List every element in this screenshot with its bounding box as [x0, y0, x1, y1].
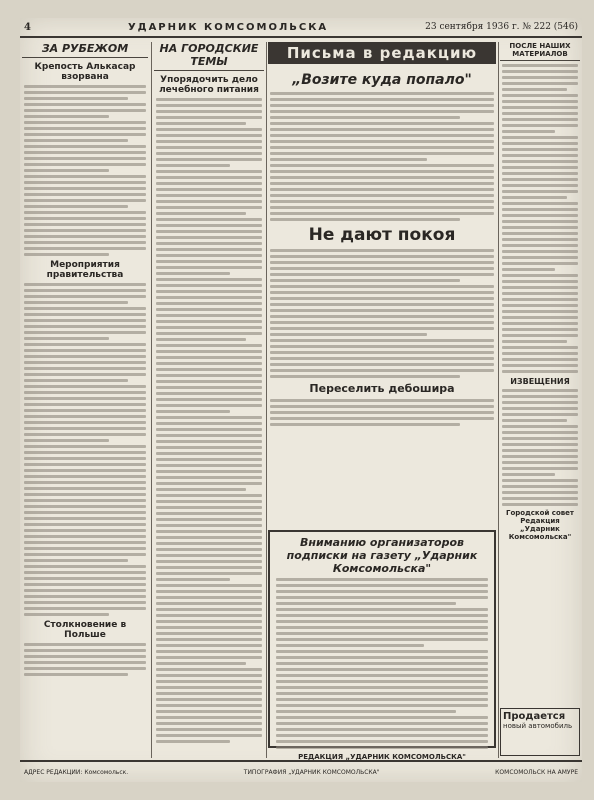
section-title-abroad: ЗА РУБЕЖОМ: [22, 42, 148, 58]
column-divider: [151, 42, 152, 758]
ad-title: Продается: [503, 711, 566, 722]
page-number: 4: [24, 21, 31, 33]
notice-title: Вниманию организаторов подписки на газету „Ударник Комсомольска": [286, 536, 478, 575]
article-headline: Крепость Алькасар взорвана: [34, 62, 136, 82]
column-after-materials: [500, 42, 580, 541]
classified-ad: [500, 708, 580, 756]
article-headline: Упорядочить дело лечебного питания: [159, 75, 259, 95]
column-abroad: [22, 42, 148, 679]
column-letters: [268, 68, 496, 429]
masthead: УДАРНИК КОМСОМОЛЬСКА: [127, 21, 329, 33]
newspaper-page: [20, 18, 582, 782]
notices-body: [502, 389, 578, 506]
footer-printer: ТИПОГРАФИЯ „УДАРНИК КОМСОМОЛЬСКА": [243, 768, 380, 776]
article-body: [156, 98, 262, 743]
section-title-city: НА ГОРОДСКИЕ ТЕМЫ: [154, 42, 264, 71]
article-body: [270, 92, 494, 221]
ad-subtitle: новый автомобиль: [503, 722, 573, 730]
column-city-topics: [154, 42, 264, 746]
page-footer: [20, 760, 582, 782]
article-headline: Мероприятия правительства: [46, 260, 124, 280]
footer-address: АДРЕС РЕДАКЦИИ: Комсомольск.: [24, 768, 129, 776]
page-header: [20, 18, 582, 38]
notice-body: [276, 578, 488, 749]
letters-headline-2: Не дают покоя: [308, 225, 456, 245]
notices-label: ИЗВЕЩЕНИЯ: [510, 377, 570, 386]
issue-date: 23 сентября 1936 г. № 222 (546): [425, 22, 578, 32]
letters-headline-1: „Возите куда попало": [292, 72, 472, 88]
article-body: [270, 399, 494, 426]
letters-banner: Письма в редакцию: [268, 42, 496, 64]
article-body: [24, 643, 146, 676]
footer-city: КОМСОМОЛЬСК НА АМУРЕ: [495, 768, 578, 776]
subscription-notice: [268, 530, 496, 761]
column-divider: [498, 42, 499, 758]
column-divider: [266, 42, 267, 758]
notice-signature: РЕДАКЦИЯ „УДАРНИК КОМСОМОЛЬСКА": [298, 753, 466, 761]
letters-headline-3: Переселить дебошира: [309, 382, 455, 395]
notices-org: Городской совет Редакция „Ударник Комсомольска": [506, 509, 574, 541]
article-body: [502, 64, 578, 373]
article-body: [24, 85, 146, 256]
section-title-after: ПОСЛЕ НАШИХ МАТЕРИАЛОВ: [500, 42, 580, 61]
article-body: [270, 249, 494, 378]
article-headline: Столкновение в Польше: [43, 620, 127, 640]
article-body: [24, 283, 146, 616]
